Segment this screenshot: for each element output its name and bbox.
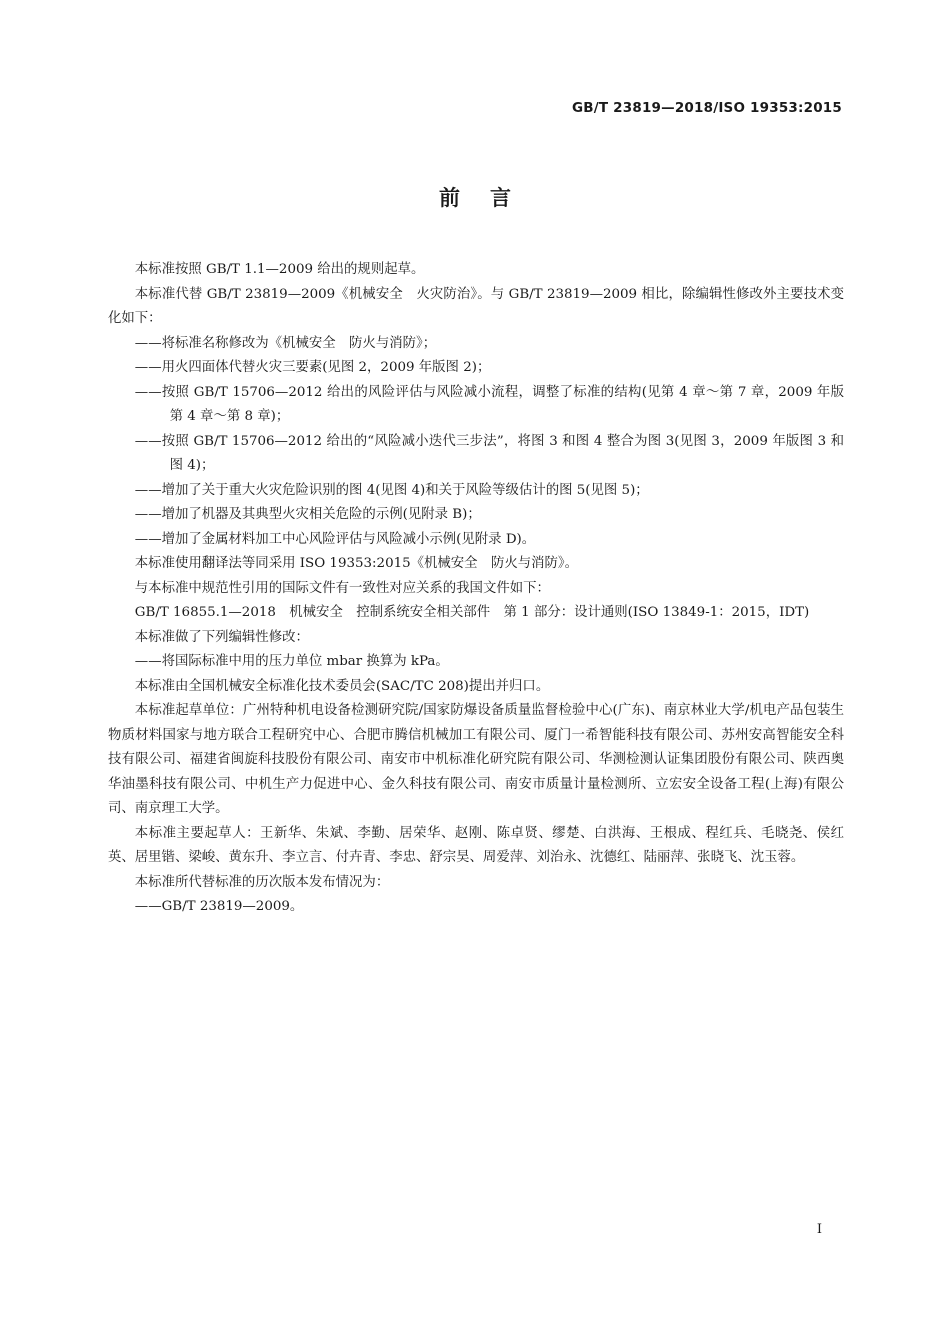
paragraph-drafters: 本标准主要起草人：王新华、朱斌、李勤、居荣华、赵刚、陈卓贤、缪楚、白洪海、王根成、程红兵、毛晓尧、侯红英、居里锴、梁峻、黄东升、李立言、付卉青、李忠、舒宗昊、周爱萍、刘治永、沈德红、陆丽萍、张晓飞、沈玉蓉。: [108, 825, 844, 865]
change-item-fire-tetrahedron: ——用火四面体代替火灾三要素(见图 2，2009 年版图 2)；: [134, 360, 491, 375]
paragraph-editorial-changes: 本标准做了下列编辑性修改：: [134, 629, 309, 645]
version-item-2009: ——GB/T 23819—2009。: [134, 899, 304, 914]
paragraph-drafting-units: 本标准起草单位：广州特种机电设备检测研究院/国家防爆设备质量监督检验中心(广东)、南京林业大学/机电产品包装生物质材料国家与地方联合工程研究中心、合肥市腾信机械加工有限公司、厦门一希智能科技有限公司、苏州安高智能安全科技有限公司、福建省闽旋科技股份有限公司、南安市中机标准化研究院有限公司、华测检测认证集团股份有限公司、陕西奥华油墨科技有限公司、中机生产力促进中心、金久科技有限公司、南安市质量计量检测所、立宏安全设备工程(上海)有限公司、南京理工大学。: [108, 703, 844, 816]
page-number: I: [816, 1222, 822, 1237]
change-item-title: ——将标准名称修改为《机械安全 防火与消防》；: [134, 335, 437, 351]
change-item-annex-d: ——增加了金属材料加工中心风险评估与风险减小示例(见附录 D)。: [134, 531, 536, 547]
paragraph-drafting-rules: 本标准按照 GB/T 1.1—2009 给出的规则起草。: [134, 262, 425, 277]
change-item-annex-b: ——增加了机器及其典型火灾相关危险的示例(见附录 B)；: [134, 507, 481, 522]
standard-number-header: GB/T 23819—2018/ISO 19353:2015: [571, 100, 842, 116]
paragraph-committee: 本标准由全国机械安全标准化技术委员会(SAC/TC 208)提出并归口。: [134, 678, 550, 694]
editorial-item-pressure-unit: ——将国际标准中用的压力单位 mbar 换算为 kPa。: [134, 654, 449, 669]
foreword-body: [108, 258, 844, 920]
paragraph-corresponding-docs: 与本标准中规范性引用的国际文件有一致性对应关系的我国文件如下：: [134, 580, 550, 596]
paragraph-version-history: 本标准所代替标准的历次版本发布情况为：: [134, 874, 390, 890]
paragraph-iso-adoption: 本标准使用翻译法等同采用 ISO 19353:2015《机械安全 防火与消防》。: [134, 556, 579, 571]
change-item-three-step-method: ——按照 GB/T 15706—2012 给出的“风险减小迭代三步法”，将图 3 和图 4 整合为图 3(见图 3，2009 年版图 3 和图 4)；: [134, 433, 844, 473]
paragraph-gbt-16855: GB/T 16855.1—2018 机械安全 控制系统安全相关部件 第 1 部分：设计通则(ISO 13849-1：2015，IDT): [134, 605, 810, 620]
change-item-structure: ——按照 GB/T 15706—2012 给出的风险评估与风险减小流程，调整了标准的结构(见第 4 章～第 7 章，2009 年版第 4 章～第 8 章)；: [134, 384, 844, 424]
page-title: 前言: [439, 186, 541, 210]
change-item-figures: ——增加了关于重大火灾危险识别的图 4(见图 4)和关于风险等级估计的图 5(见图 5)；: [134, 482, 649, 498]
paragraph-replacement: 本标准代替 GB/T 23819—2009《机械安全 火灾防治》。与 GB/T 23819—2009 相比，除编辑性修改外主要技术变化如下：: [108, 286, 844, 326]
